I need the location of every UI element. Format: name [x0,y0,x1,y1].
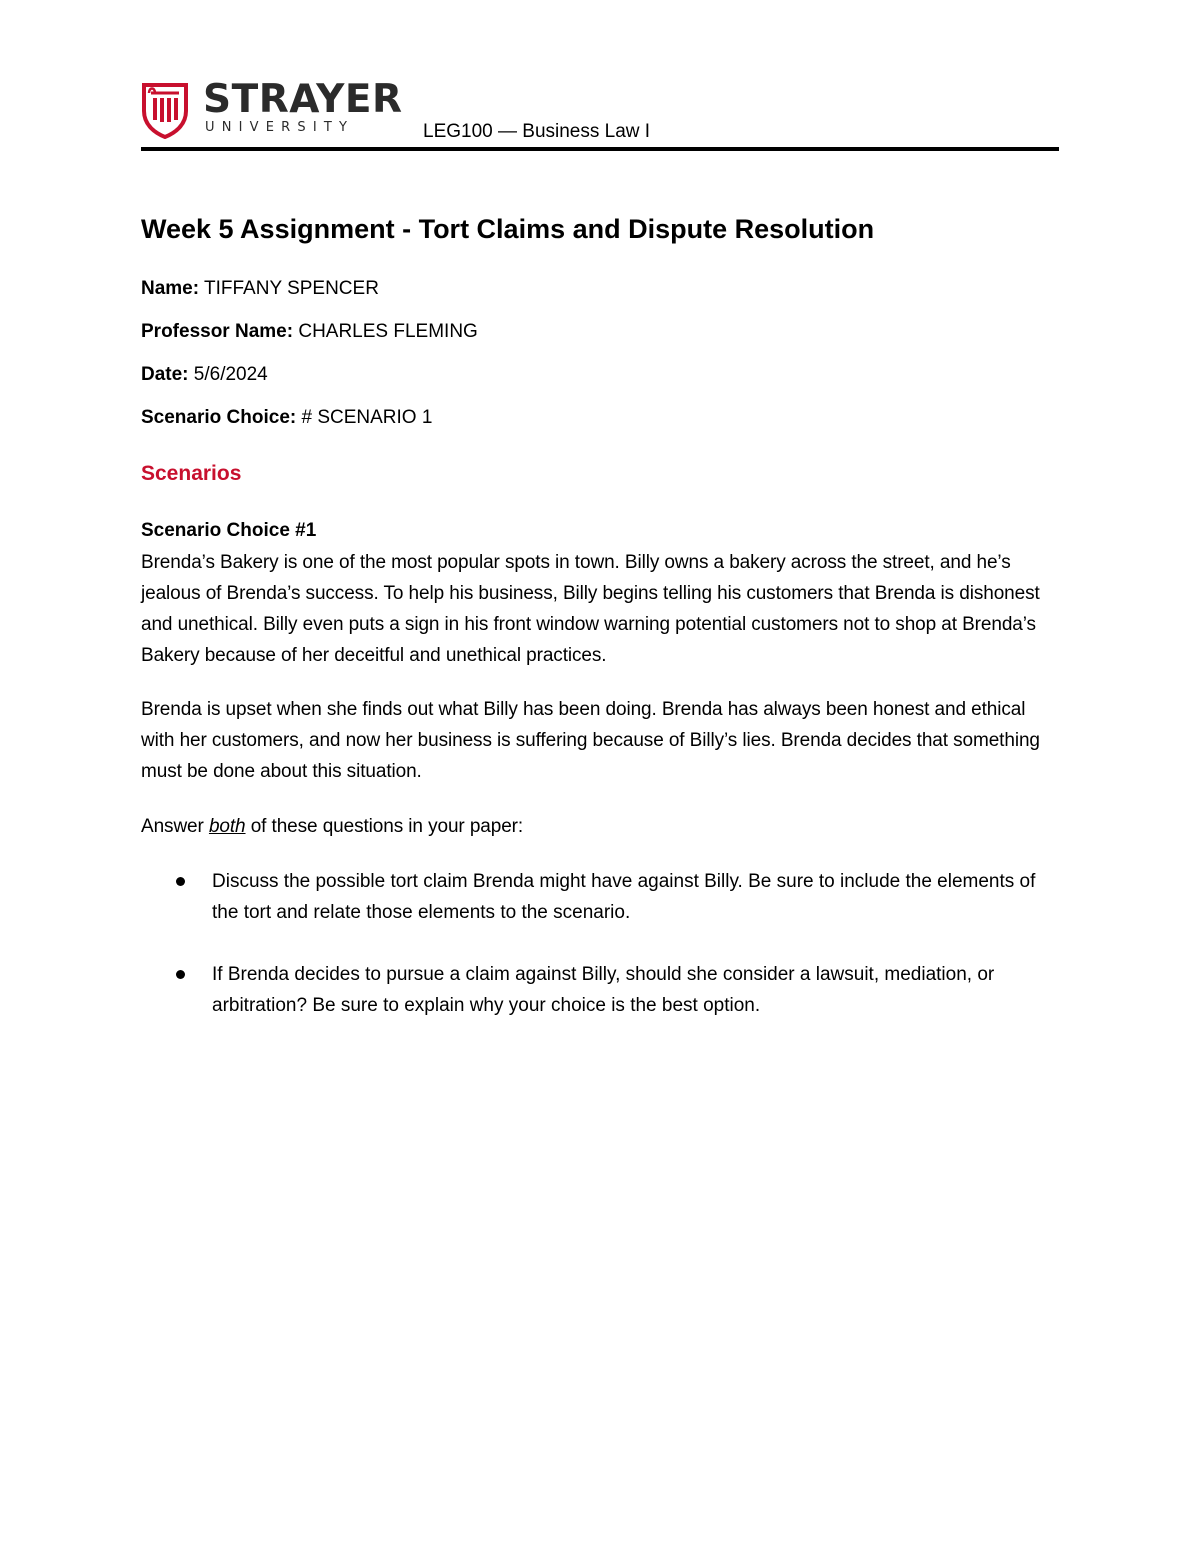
date-field [141,362,268,388]
bullet-icon [176,970,185,979]
list-item [141,866,1059,928]
course-title: LEG100 — Business Law I [423,121,651,142]
page-header [141,77,1059,152]
strayer-logo [141,77,416,140]
scenario-paragraph: Brenda is upset when she finds out what Billy has been doing. Brenda has always been honest and ethical with her customers, and now her business is suffering because of Billy’s lies. Brenda decides that something must be done about this situation. [141,699,1040,782]
assignment-title: Week 5 Assignment - Tort Claims and Dispute Resolution [141,214,875,244]
list-item-text: If Brenda decides to pursue a claim against Billy, should she consider a lawsuit, mediation, or arbitration? Be sure to explain why your choice is the best option. [212,964,995,1016]
date-label: Date: [141,364,189,385]
scenario-choice-value: # SCENARIO 1 [296,407,433,428]
scenario-heading: Scenario Choice #1 [141,520,317,541]
header-rule [141,147,1059,151]
shield-icon [141,81,189,139]
instruction-text [141,811,1061,842]
list-item [141,959,1059,1021]
name-value: TIFFANY SPENCER [199,278,379,299]
list-item-text: Discuss the possible tort claim Brenda might have against Billy. Be sure to include the elements of the tort and relate those elements to the scenario. [212,871,1036,923]
instruction-before: Answer [141,816,209,837]
instruction-after: of these questions in your paper: [245,816,524,837]
professor-value: CHARLES FLEMING [293,321,478,342]
professor-label: Professor Name: [141,321,294,342]
bullet-icon [176,877,185,886]
professor-field [141,319,478,345]
scenario-choice-label: Scenario Choice: [141,407,297,428]
date-value: 5/6/2024 [188,364,268,385]
scenarios-heading: Scenarios [141,462,242,485]
logo-wordmark: STRAYER [203,77,403,122]
name-field [141,276,379,302]
question-list [141,866,1059,1052]
logo-subtext: UNIVERSITY [205,120,355,135]
name-label: Name: [141,278,200,299]
scenario-choice-field [141,405,432,431]
instruction-emphasis: both [208,816,246,837]
scenario-paragraph: Brenda’s Bakery is one of the most popular spots in town. Billy owns a bakery across the street, and he’s jealous of Brenda’s success. To help his business, Billy begins telling his customers that Brenda is dishonest and unethical. Billy even puts a sign in his front window warning potential customers not to shop at Brenda’s Bakery because of her deceitful and unethical practices. [141,552,1040,666]
